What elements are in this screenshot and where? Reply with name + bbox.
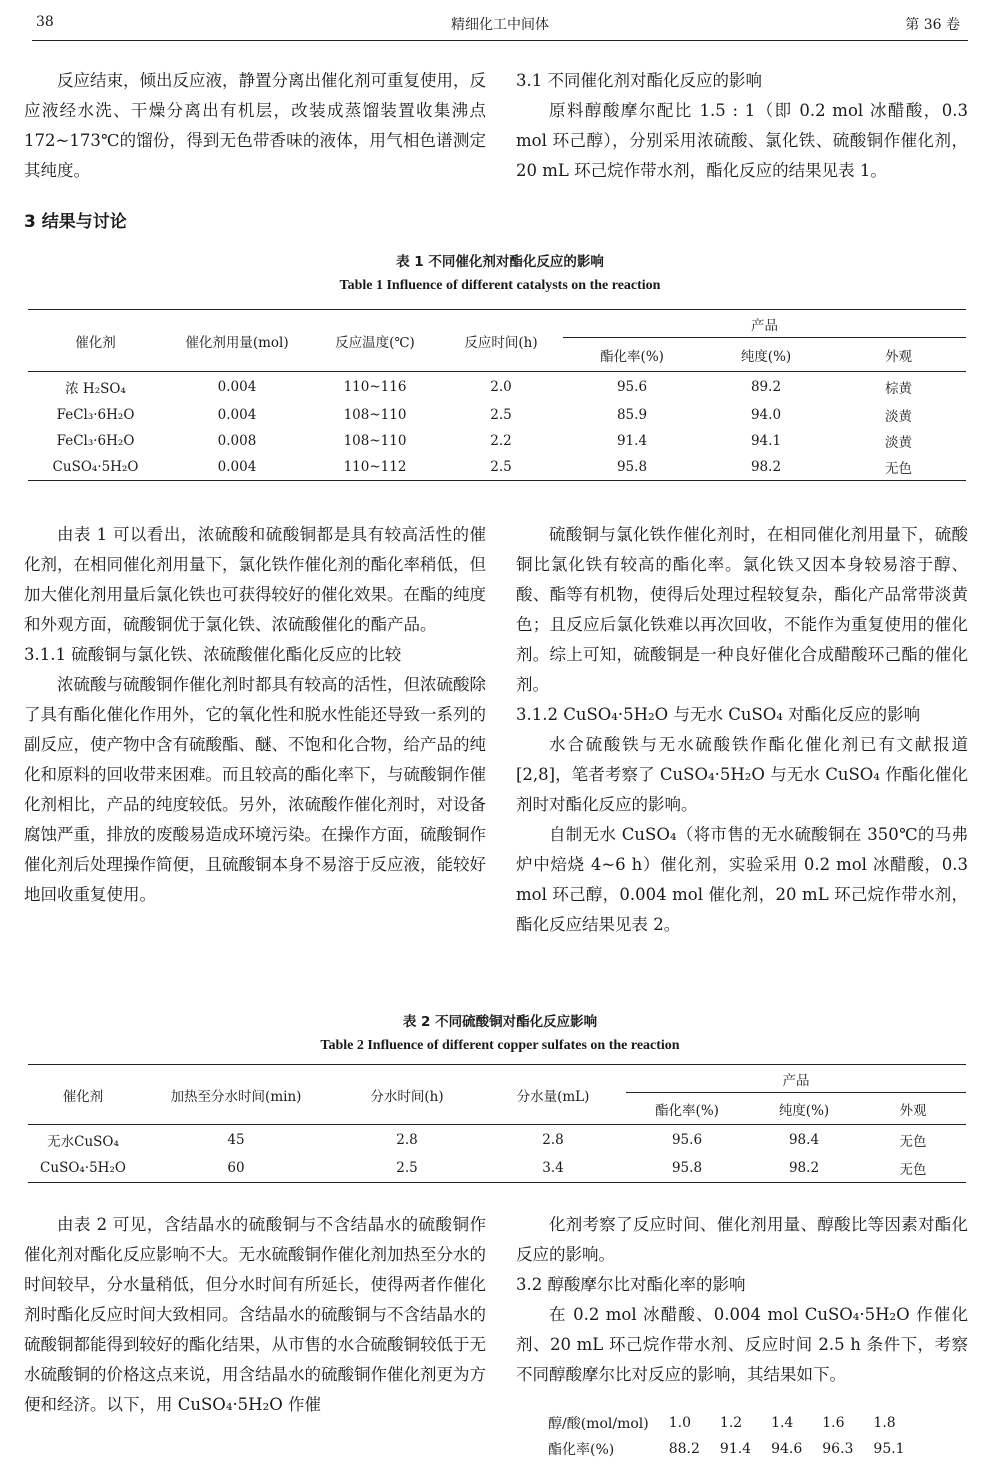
right-column-top	[516, 66, 968, 186]
table-cell: 45	[227, 1131, 245, 1148]
table-cell: 2.5	[490, 458, 512, 475]
col-header: 催化剂	[28, 1065, 138, 1125]
col-header: 加热至分水时间(min)	[138, 1065, 334, 1125]
col-header: 外观	[899, 1102, 927, 1119]
page-number: 38	[36, 14, 54, 30]
table-cell: 1.8	[873, 1415, 896, 1431]
table-cell: 0.008	[217, 432, 257, 449]
table-cell: 85.9	[616, 406, 648, 423]
table-cell: 0.004	[217, 406, 257, 423]
col-header-group: 产品	[626, 1065, 966, 1093]
table-cell: 淡黄	[885, 434, 912, 451]
table2	[28, 1064, 966, 1183]
table-cell: 2.5	[490, 406, 512, 423]
table-cell: FeCl₃·6H₂O	[56, 406, 135, 423]
subsection-heading-3-1: 3.1 不同催化剂对酯化反应的影响	[516, 71, 762, 90]
table-row	[28, 1155, 966, 1183]
col-header: 外观	[885, 348, 912, 365]
table-cell: 1.4	[771, 1415, 794, 1431]
left-column-middle	[24, 520, 486, 910]
paragraph: 水合硫酸铁与无水硫酸铁作酯化催化剂已有文献报道[2,8]，笔者考察了 CuSO₄·5H₂O 与无水 CuSO₄ 作酯化催化剂时对酯化反应的影响。	[516, 735, 968, 814]
table-row	[28, 1125, 966, 1155]
col-header: 分水时间(h)	[334, 1065, 480, 1125]
subsection-heading-3-1-1: 3.1.1 硫酸铜与氯化铁、浓硫酸催化酯化反应的比较	[24, 645, 402, 664]
table1-caption-en: Table 1 Influence of different catalysts on the reaction	[339, 278, 661, 293]
table-cell: 95.1	[873, 1441, 905, 1457]
paragraph: 由表 1 可以看出，浓硫酸和硫酸铜都是具有较高活性的催化剂，在相同催化剂用量下，氯化铁作催化剂的酯化率稍低，但加大催化剂用量后氯化铁也可获得较好的催化效果。在酯的纯度和外观方面，硫酸铜优于氯化铁、浓硫酸催化的酯产品。	[24, 525, 486, 634]
table1	[28, 309, 966, 481]
table-row	[28, 454, 966, 481]
table-cell: CuSO₄·5H₂O	[40, 1160, 126, 1177]
col-header: 分水量(mL)	[480, 1065, 626, 1125]
journal-name: 精细化工中间体	[451, 17, 549, 33]
table-row	[548, 1436, 915, 1462]
col-header: 酯化率(%)	[600, 348, 664, 365]
table-cell: 0.004	[217, 458, 257, 475]
table-cell: 108~110	[343, 432, 407, 449]
table-cell: 无色	[899, 1133, 927, 1150]
page-header	[32, 14, 968, 41]
table-cell: 95.6	[616, 378, 648, 395]
col-header-group: 产品	[563, 310, 966, 338]
table-cell: 浓 H₂SO₄	[65, 380, 126, 397]
paragraph: 浓硫酸与硫酸铜作催化剂时都具有较高的活性，但浓硫酸除了具有酯化催化作用外，它的氧化性和脱水性能还导致一系列的副反应，使产物中含有硫酸酯、醚、不饱和化合物，给产品的纯化和原料的回收带来困难。而且较高的酯化率下，与硫酸铜作催化剂相比，产品的纯度较低。另外，浓硫酸作催化剂时，对设备腐蚀严重，排放的废酸易造成环境污染。在操作方面，硫酸铜作催化剂后处理操作简便，且硫酸铜本身不易溶于反应液，能较好地回收重复使用。	[24, 675, 486, 904]
table1-caption-cn: 表 1 不同催化剂对酯化反应的影响	[396, 254, 604, 270]
ratio-table	[548, 1410, 915, 1462]
table-cell: 棕黄	[885, 380, 912, 397]
table-cell: 95.6	[671, 1131, 703, 1148]
table-cell: 2.2	[490, 432, 512, 449]
table-cell: 94.6	[771, 1441, 803, 1457]
table-cell: 94.0	[750, 406, 782, 423]
table-cell: 1.2	[719, 1415, 743, 1431]
table-cell: 1.6	[822, 1415, 845, 1431]
row-label: 醇/酸(mol/mol)	[548, 1416, 649, 1432]
table-cell: 98.2	[750, 458, 782, 475]
table-cell: 淡黄	[885, 408, 912, 425]
col-header: 纯度(%)	[740, 348, 792, 365]
table-cell: CuSO₄·5H₂O	[52, 458, 139, 475]
col-header: 催化剂	[28, 310, 163, 372]
table-row	[548, 1410, 915, 1436]
paragraph: 化剂考察了反应时间、催化剂用量、醇酸比等因素对酯化反应的影响。	[516, 1215, 968, 1264]
left-column-top	[24, 66, 486, 186]
table-cell: 98.4	[788, 1131, 820, 1148]
table-cell: 无色	[899, 1162, 927, 1179]
table-cell: 95.8	[616, 458, 648, 475]
table-cell: 2.8	[542, 1131, 564, 1148]
section-heading-3: 3 结果与讨论	[24, 212, 127, 232]
col-header: 纯度(%)	[778, 1102, 830, 1119]
table2-caption-cn: 表 2 不同硫酸铜对酯化反应影响	[402, 1014, 598, 1030]
table2-caption	[0, 1010, 1000, 1054]
table-cell: 无水CuSO₄	[47, 1133, 119, 1150]
col-header: 反应温度(℃)	[311, 310, 439, 372]
table-cell: 91.4	[719, 1441, 752, 1457]
right-column-middle	[516, 520, 968, 940]
table-cell: 96.3	[822, 1441, 854, 1457]
table-cell: 2.8	[396, 1131, 418, 1148]
paragraph: 反应结束，倾出反应液，静置分离出催化剂可重复使用，反应液经水洗、干燥分离出有机层，改装成蒸馏装置收集沸点 172~173℃的馏份，得到无色带香味的液体，用气相色谱测定其纯度。	[24, 71, 486, 180]
table-cell: 3.4	[542, 1160, 564, 1177]
subsection-heading-3-1-2: 3.1.2 CuSO₄·5H₂O 与无水 CuSO₄ 对酯化反应的影响	[516, 705, 921, 724]
subsection-heading-3-2: 3.2 醇酸摩尔比对酯化率的影响	[516, 1275, 746, 1294]
table-cell: 110~112	[343, 458, 407, 475]
table-row	[28, 428, 966, 454]
col-header: 催化剂用量(mol)	[163, 310, 311, 372]
table-cell: 60	[227, 1160, 245, 1177]
table-cell: 2.5	[396, 1160, 418, 1177]
right-column-bottom	[516, 1210, 968, 1390]
paragraph: 自制无水 CuSO₄（将市售的无水硫酸铜在 350℃的马弗炉中焙烧 4~6 h）催化剂，实验采用 0.2 mol 冰醋酸，0.3 mol 环己醇，0.004 mol 催化剂，20 mL 环己烷作带水剂，酯化反应结果见表 2。	[516, 825, 968, 934]
volume-label: 第 36 卷	[905, 17, 960, 33]
table-cell: 0.004	[217, 378, 257, 395]
table-row	[28, 372, 966, 402]
table-cell: 2.0	[490, 378, 512, 395]
table-cell: 91.4	[616, 432, 648, 449]
paragraph: 硫酸铜与氯化铁作催化剂时，在相同催化剂用量下，硫酸铜比氯化铁有较高的酯化率。氯化铁又因本身较易溶于醇、酸、酯等有机物，使得后处理过程较复杂，酯化产品常带淡黄色；且反应后氯化铁难以再次回收，不能作为重复使用的催化剂。综上可知，硫酸铜是一种良好催化合成醋酸环己酯的催化剂。	[516, 525, 968, 694]
table-cell: 95.8	[671, 1160, 703, 1177]
table-row	[28, 402, 966, 428]
paragraph: 在 0.2 mol 冰醋酸、0.004 mol CuSO₄·5H₂O 作催化剂、20 mL 环己烷作带水剂、反应时间 2.5 h 条件下，考察不同醇酸摩尔比对反应的影响，其结果如下。	[516, 1305, 968, 1384]
table-cell: 98.2	[788, 1160, 820, 1177]
col-header: 酯化率(%)	[655, 1102, 719, 1119]
row-label: 酯化率(%)	[548, 1442, 615, 1458]
table-cell: FeCl₃·6H₂O	[56, 432, 135, 449]
table-cell: 无色	[885, 460, 912, 477]
col-header: 反应时间(h)	[439, 310, 563, 372]
table-cell: 110~116	[343, 378, 407, 395]
table2-caption-en: Table 2 Influence of different copper sulfates on the reaction	[320, 1038, 680, 1053]
paragraph: 原料醇酸摩尔配比 1.5 : 1（即 0.2 mol 冰醋酸，0.3 mol 环己醇），分别采用浓硫酸、氯化铁、硫酸铜作催化剂，20 mL 环己烷作带水剂，酯化反应的结果见表 1。	[516, 101, 968, 180]
paragraph: 由表 2 可见，含结晶水的硫酸铜与不含结晶水的硫酸铜作催化剂对酯化反应影响不大。无水硫酸铜作催化剂加热至分水的时间较早，分水量稍低，但分水时间有所延长，使得两者作催化剂时酯化反应时间大致相同。含结晶水的硫酸铜与不含结晶水的硫酸铜都能得到较好的酯化结果，从市售的水合硫酸铜较低于无水硫酸铜的价格这点来说，用含结晶水的硫酸铜作催化剂更为方便和经济。以下，用 CuSO₄·5H₂O 作催	[24, 1215, 486, 1414]
table-cell: 88.2	[668, 1441, 700, 1457]
table1-caption	[0, 250, 1000, 294]
left-column-bottom	[24, 1210, 486, 1420]
table-cell: 89.2	[750, 378, 782, 395]
table-cell: 1.0	[668, 1415, 691, 1431]
table-cell: 108~110	[343, 406, 407, 423]
table-cell: 94.1	[750, 432, 782, 449]
